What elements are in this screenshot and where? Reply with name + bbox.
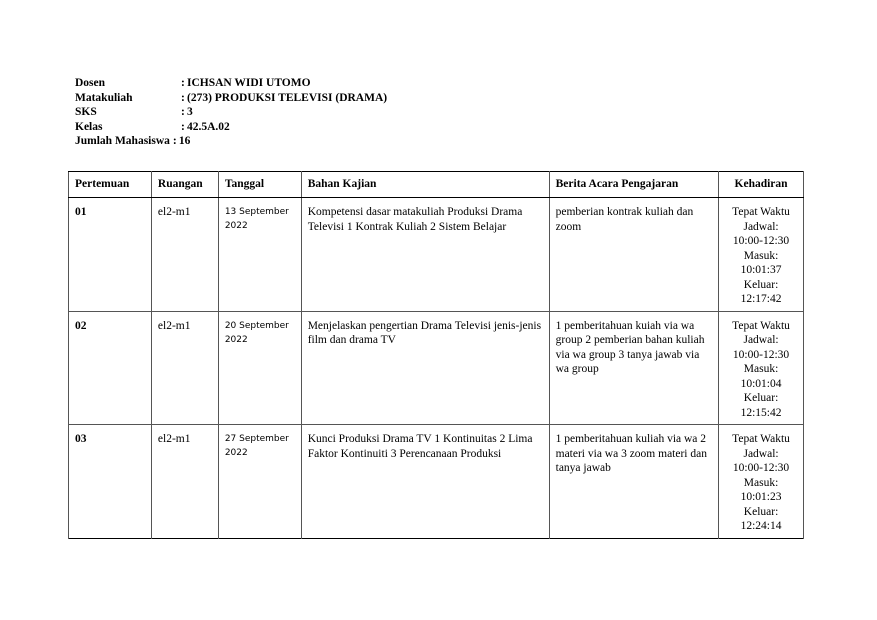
checkin-label: Masuk: [743,476,779,489]
column-header-pertemuan: Pertemuan [69,172,152,198]
info-label: Dosen [75,77,106,89]
checkout-label: Keluar: [743,392,779,404]
cell-tanggal [218,198,301,312]
cell-pertemuan: 02 [69,311,152,425]
info-row-sks [75,105,387,120]
attendance-status: Tepat Waktu [732,319,790,332]
info-separator: : [181,120,185,133]
table-row [69,311,804,425]
column-header-kehadiran: Kehadiran [719,172,804,198]
cell-ruangan: el2-m1 [151,311,218,425]
column-header-ruangan: Ruangan [151,172,218,198]
cell-kehadiran [719,311,804,425]
attendance-table [68,171,804,539]
schedule-label: Jadwal: [743,334,779,346]
cell-bahan-kajian: Menjelaskan pengertian Drama Televisi jenis-jenis film dan drama TV [301,311,549,425]
info-separator: : [181,106,185,118]
checkin-value: 10:01:04 [740,377,782,390]
checkout-value: 12:15:42 [740,406,782,419]
info-value: (273) PRODUKSI TELEVISI (DRAMA) [187,91,388,104]
checkin-label: Masuk: [743,363,779,375]
table-header-row [69,172,804,198]
checkin-label: Masuk: [743,249,779,262]
checkout-value: 12:17:42 [740,293,782,305]
cell-berita-acara: 1 pemberitahuan kuliah via wa 2 materi via wa 3 zoom materi dan tanya jawab [549,425,718,539]
checkin-value: 10:01:37 [740,264,782,276]
date-line: 20 September [224,320,289,331]
date-year: 2022 [224,448,248,458]
date-line: 27 September [224,434,289,444]
date-year: 2022 [224,334,248,345]
checkout-value: 12:24:14 [740,520,782,532]
cell-tanggal [218,425,301,539]
checkin-value: 10:01:23 [740,491,782,503]
cell-pertemuan: 03 [69,425,152,539]
cell-berita-acara: pemberian kontrak kuliah dan zoom [549,198,718,312]
column-header-bahan-kajian: Bahan Kajian [301,172,549,198]
info-label: Jumlah Mahasiswa [75,135,170,147]
course-info-header [75,76,387,149]
cell-kehadiran [719,425,804,539]
cell-ruangan: el2-m1 [151,425,218,539]
cell-berita-acara: 1 pemberitahuan kuiah via wa group 2 pemberian bahan kuliah via wa group 3 tanya jawab via wa group [549,311,718,425]
cell-kehadiran [719,198,804,312]
attendance-status: Tepat Waktu [732,433,790,445]
info-row-jumlah-mahasiswa [75,134,387,149]
info-row-kelas [75,120,387,135]
cell-ruangan: el2-m1 [151,198,218,312]
column-header-berita-acara: Berita Acara Pengajaran [549,172,718,198]
info-value: 16 [178,135,191,147]
column-header-tanggal: Tanggal [218,172,301,198]
info-value: 42.5A.02 [187,120,230,133]
info-row-matakuliah [75,91,387,106]
info-separator: : [181,91,185,104]
table-row [69,198,804,312]
checkout-label: Keluar: [743,505,779,518]
attendance-status: Tepat Waktu [732,206,790,218]
schedule-label: Jadwal: [743,447,779,460]
cell-tanggal [218,311,301,425]
schedule-value: 10:00-12:30 [732,235,790,247]
info-label: Matakuliah [75,91,133,104]
cell-bahan-kajian: Kompetensi dasar matakuliah Produksi Drama Televisi 1 Kontrak Kuliah 2 Sistem Belajar [301,198,549,312]
info-row-dosen [75,76,387,91]
checkout-label: Keluar: [743,278,779,291]
schedule-value: 10:00-12:30 [732,462,790,474]
schedule-label: Jadwal: [743,220,779,233]
info-label: Kelas [75,120,103,133]
info-value: ICHSAN WIDI UTOMO [187,77,311,89]
cell-bahan-kajian: Kunci Produksi Drama TV 1 Kontinuitas 2 Lima Faktor Kontinuiti 3 Perencanaan Produksi [301,425,549,539]
info-separator: : [181,77,185,89]
info-value: 3 [187,106,193,118]
date-line: 13 September [224,207,289,217]
schedule-value: 10:00-12:30 [732,348,790,361]
cell-pertemuan: 01 [69,198,152,312]
info-label: SKS [75,106,97,118]
info-separator: : [172,135,177,147]
date-year: 2022 [224,221,248,231]
table-row [69,425,804,539]
